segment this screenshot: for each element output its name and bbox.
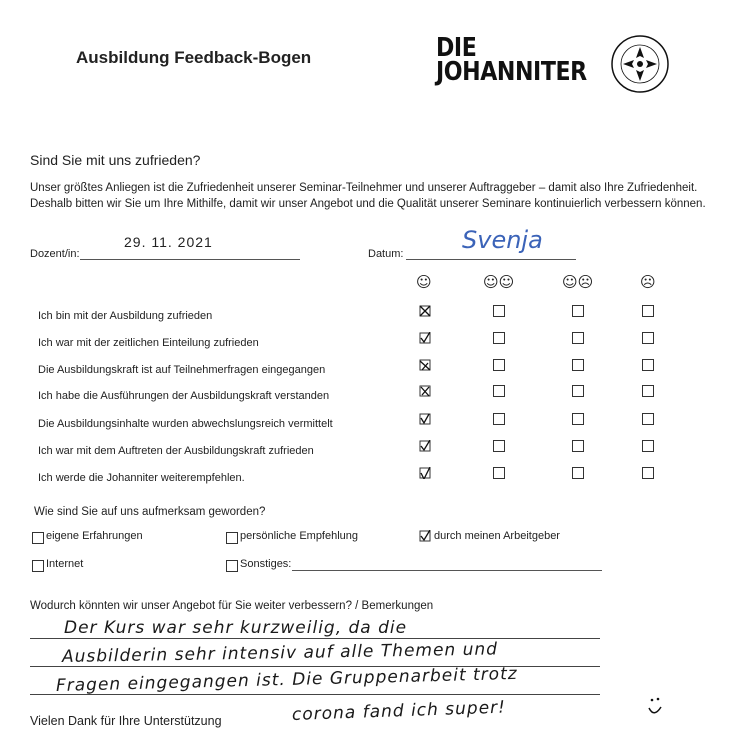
rating-checkbox[interactable] (642, 305, 654, 317)
datum-label: Datum: (368, 248, 404, 260)
rating-checkbox-checked[interactable] (419, 440, 431, 452)
option-label: Sonstiges: (240, 558, 292, 570)
rating-checkbox[interactable] (493, 359, 505, 371)
rating-checkbox[interactable] (493, 413, 505, 425)
footer-thanks: Vielen Dank für Ihre Unterstützung (30, 714, 222, 728)
intro-heading: Sind Sie mit uns zufrieden? (30, 152, 201, 168)
johanniter-logo (436, 33, 587, 87)
remarks-handwriting-line[interactable]: corona fand ich super! (291, 697, 507, 725)
source-question: Wie sind Sie auf uns aufmerksam geworden? (34, 506, 266, 518)
rating-checkbox[interactable] (642, 332, 654, 344)
rating-checkbox[interactable] (642, 440, 654, 452)
sonstiges-line[interactable] (292, 570, 602, 571)
rating-label: Ich war mit dem Auftreten der Ausbildungskraft zufrieden (38, 445, 314, 457)
rating-checkbox[interactable] (642, 413, 654, 425)
face-happy-neutral-icon: ☺☺ (483, 273, 515, 291)
face-very-happy-icon: ☺ (416, 273, 432, 291)
remarks-line (30, 638, 600, 639)
rating-checkbox[interactable] (493, 440, 505, 452)
rating-checkbox[interactable] (572, 413, 584, 425)
rating-checkbox[interactable] (642, 359, 654, 371)
remarks-question: Wodurch könnten wir unser Angebot für Sie weiter verbessern? / Bemerkungen (30, 600, 434, 612)
rating-checkbox[interactable] (493, 385, 505, 397)
intro-text: Unser größtes Anliegen ist die Zufriedenheit unserer Seminar-Teilnehmer und unserer Auftraggeber – damit also Ihre Zufriedenheit. Deshalb bitten wir Sie um Ihre Mithilfe, damit wir unser Angebot und die Qualität unserer Seminare kontinuierlich verbessern können. (30, 182, 706, 210)
rating-checkbox-checked[interactable] (419, 413, 431, 425)
datum-line (406, 259, 576, 260)
rating-label: Ich habe die Ausführungen der Ausbildungskraft verstanden (38, 390, 330, 402)
rating-checkbox[interactable] (493, 467, 505, 479)
rating-checkbox[interactable] (642, 467, 654, 479)
rating-checkbox[interactable] (572, 359, 584, 371)
rating-checkbox[interactable] (572, 305, 584, 317)
rating-checkbox[interactable] (572, 385, 584, 397)
rating-label: Ich bin mit der Ausbildung zufrieden (38, 310, 213, 322)
rating-checkbox-checked[interactable] (419, 359, 431, 371)
option-checkbox[interactable] (32, 560, 44, 572)
dozent-value[interactable]: 29. 11. 2021 (124, 234, 213, 250)
dozent-label: Dozent/in: (30, 248, 80, 260)
rating-label: Ich werde die Johanniter weiterempfehlen. (38, 472, 245, 484)
logo-line-1: DIE (436, 33, 477, 63)
option-label: Internet (46, 558, 84, 570)
rating-checkbox-checked[interactable] (419, 385, 431, 397)
rating-checkbox[interactable] (493, 332, 505, 344)
option-label: persönliche Empfehlung (240, 530, 359, 542)
remarks-handwriting-line[interactable]: Der Kurs war sehr kurzweilig, da die (64, 618, 408, 638)
smiley-doodle-icon (646, 696, 664, 720)
option-label: durch meinen Arbeitgeber (434, 530, 560, 542)
rating-label: Ich war mit der zeitlichen Einteilung zufrieden (38, 337, 259, 349)
rating-checkbox[interactable] (572, 440, 584, 452)
rating-checkbox[interactable] (642, 385, 654, 397)
option-checkbox[interactable] (226, 532, 238, 544)
form-title: Ausbildung Feedback-Bogen (76, 48, 312, 67)
face-sad-icon: ☹ (640, 273, 656, 291)
option-checkbox[interactable] (226, 560, 238, 572)
rating-checkbox-checked[interactable] (419, 305, 431, 317)
rating-label: Die Ausbildungsinhalte wurden abwechslungsreich vermittelt (38, 418, 333, 430)
option-label: eigene Erfahrungen (46, 530, 143, 542)
remarks-handwriting-line[interactable]: Fragen eingegangen ist. Die Gruppenarbeit trotz (55, 663, 518, 696)
rating-checkbox[interactable] (572, 467, 584, 479)
face-neutral-sad-icon: ☺☹ (562, 273, 594, 291)
rating-label: Die Ausbildungskraft ist auf Teilnehmerfragen eingegangen (38, 364, 326, 376)
rating-checkbox[interactable] (572, 332, 584, 344)
dozent-line (80, 259, 300, 260)
logo-line-2: JOHANNITER (436, 57, 587, 87)
option-checkbox[interactable] (32, 532, 44, 544)
rating-checkbox-checked[interactable] (419, 467, 431, 479)
remarks-handwriting-line[interactable]: Ausbilderin sehr intensiv auf alle Themen und (61, 639, 499, 667)
rating-checkbox[interactable] (493, 305, 505, 317)
option-checkbox-checked[interactable] (419, 530, 431, 542)
johanniter-seal-icon (610, 34, 670, 94)
datum-value[interactable]: Svenja (462, 226, 543, 254)
rating-checkbox-checked[interactable] (419, 332, 431, 344)
